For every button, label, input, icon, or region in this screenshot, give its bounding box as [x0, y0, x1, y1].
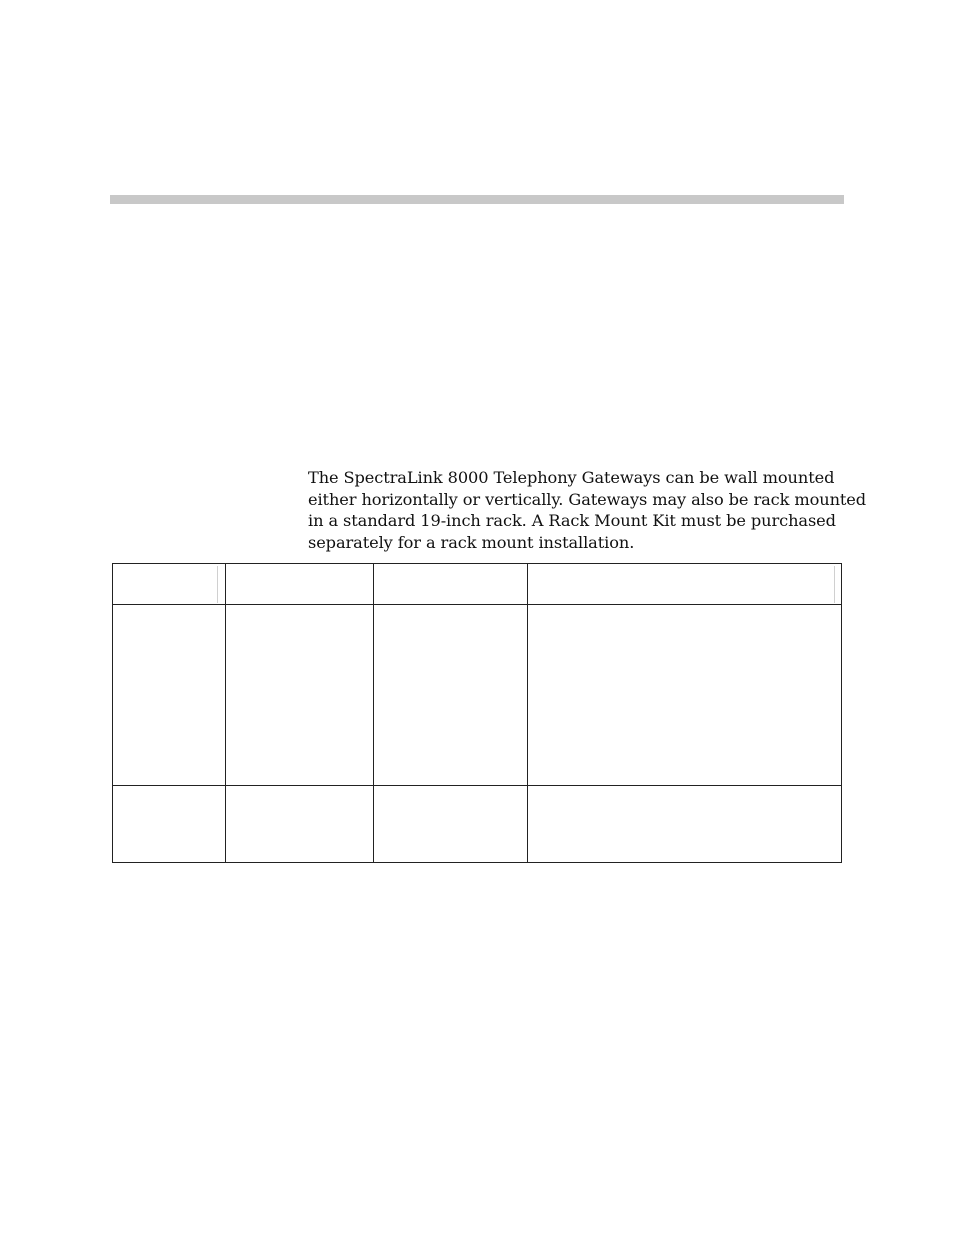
paragraph-line: either horizontally or vertically. Gateways may also be rack mounted: [308, 489, 867, 509]
table-column-divider: [527, 564, 528, 862]
mounting-table: [112, 563, 842, 863]
paragraph-line: The SpectraLink 8000 Telephony Gateways can be wall mounted: [308, 468, 835, 487]
header-cell-shade-edge: [834, 566, 835, 603]
table-row-divider: [113, 785, 841, 786]
table-column-divider: [373, 564, 374, 862]
paragraph-line: in a standard 19-inch rack. A Rack Mount Kit must be purchased: [308, 511, 836, 530]
table-column-divider: [225, 564, 226, 862]
paragraph-line: separately for a rack mount installation.: [308, 532, 635, 552]
header-cell-shade-edge: [217, 566, 218, 603]
header-rule: [110, 195, 844, 204]
body-paragraph: [308, 467, 867, 553]
table-header-divider: [113, 604, 841, 605]
